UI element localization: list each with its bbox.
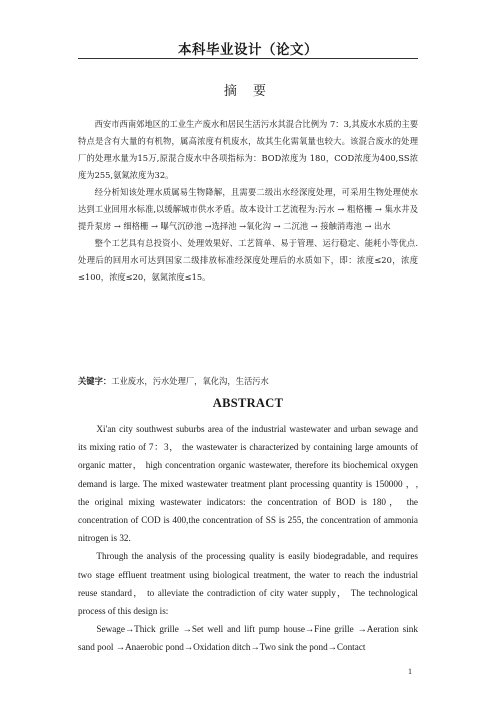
- abstract-en-paragraph-3: Sewage→Thick grille →Set well and lift pump house→Fine grille →Aeration sink sand pool →Anaerobic pond→Oxidation ditch→Two sink the pond→Contact: [78, 624, 418, 653]
- abstract-cn-body: [78, 116, 418, 286]
- keywords-line: [78, 373, 418, 390]
- running-header: 本科毕业设计（论文）: [178, 42, 318, 58]
- keywords-value: 工业废水，污水处理厂，氧化沟，生活污水: [111, 376, 269, 386]
- abstract-en-paragraph-1: Xi'an city southwest suburbs area of the industrial wastewater and urban sewage and its mixing ratio of 7：3， the wastewater is characterized by containing large amounts of organic matter， high concentration organic wastewater, therefore its biochemical oxygen demand is large. The mixed wastewater treatment plant processing quantity is 150000 ，, the original mixing wastewater indicators: the concentration of BOD is 180， the concentration of COD is 400,the concentration of SS is 255, the concentration of ammonia nitrogen is 32.: [78, 424, 418, 544]
- page-number: 1: [408, 667, 412, 676]
- abstract-en-paragraph-2: Through the analysis of the processing quality is easily biodegradable, and requires two stage effluent treatment using biological treatment, the water to reach the industrial reuse standard， to alleviate the contradiction of city water supply， The technological process of this design is:: [78, 551, 418, 617]
- abstract-cn-paragraph-1: 西安市西南郊地区的工业生产废水和居民生活污水其混合比例为 7：3,其废水水质的主要特点是含有大量的有机物，属高浓度有机废水，故其生化需氧量也较大。该混合废水的处理厂的处理水量为15万,原混合废水中各项指标为：BOD浓度为 180，COD浓度为400,SS浓度为255,氨氮浓度为32。: [78, 119, 418, 180]
- abstract-title-en: ABSTRACT: [212, 396, 284, 410]
- abstract-cn-paragraph-3: 整个工艺具有总投资小、处理效果好、工艺简单、易于管理、运行稳定、能耗小等优点.处理后的回用水可达到国家二级排放标准经深度处理后的水质如下，即：浓度≤20，浓度≤100，浓度≤20，氨氮浓度≤15。: [78, 238, 418, 282]
- abstract-title-cn: 摘 要: [223, 84, 273, 99]
- abstract-cn-paragraph-2: 经分析知该处理水质属易生物降解，且需要二级出水经深度处理，可采用生物处理使水达到工业回用水标准,以缓解城市供水矛盾。故本设计工艺流程为:污水 → 粗格栅 → 集水井及提升泵房 → 细格栅 → 曝气沉砂池 →选择池 →氧化沟 → 二沉池 → 接触消毒池 → 出水: [78, 187, 418, 231]
- header-rule: [78, 58, 418, 59]
- abstract-en-body: [78, 420, 418, 657]
- keywords-label: 关键字：: [78, 376, 112, 386]
